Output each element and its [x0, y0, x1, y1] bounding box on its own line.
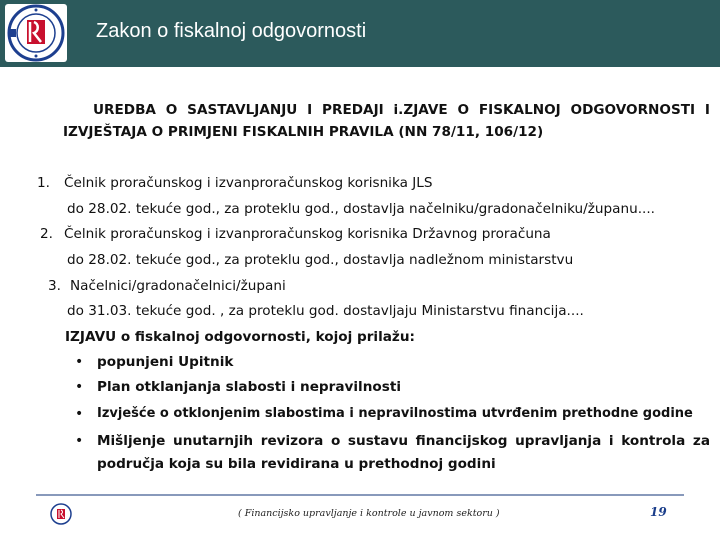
statement-line: IZJAVU o fiskalnoj odgovornosti, kojoj prilažu:	[65, 329, 415, 345]
item-text-1: Čelnik proračunskog i izvanproračunskog korisnika JLS	[64, 175, 433, 191]
item-text-2: Čelnik proračunskog i izvanproračunskog korisnika Državnog proračuna	[64, 226, 551, 242]
heading-line-1: UREDBA O SASTAVLJANJU I PREDAJI i.ZJAVE O FISKALNOJ ODGOVORNOSTI I	[93, 102, 710, 118]
bullet-item-4-continued: područja koja su bila revidirana u prethodnoj godini	[97, 456, 496, 472]
bullet-item-2: Plan otklanjanja slabosti i nepravilnosti	[97, 379, 401, 395]
page-title: Zakon o fiskalnoj odgovornosti	[96, 20, 367, 42]
footer-caption: ( Financijsko upravljanje i kontrole u javnom sektoru )	[238, 508, 500, 519]
bullet-dot: •	[75, 433, 84, 449]
item-number-3: 3.	[48, 278, 61, 294]
footer-divider	[36, 494, 684, 496]
item-text-3: Načelnici/gradonačelnici/župani	[70, 278, 286, 294]
heading-line-2: IZVJEŠTAJA O PRIMJENI FISKALNIH PRAVILA (NN 78/11, 106/12)	[63, 124, 544, 140]
bullet-dot: •	[75, 406, 84, 422]
page-number: 19	[650, 505, 667, 519]
item-detail-1: do 28.02. tekuće god., za proteklu god., dostavlja načelniku/gradonačelniku/županu....	[67, 201, 655, 217]
bullet-dot: •	[75, 354, 84, 370]
institution-emblem-icon	[50, 503, 72, 525]
bullet-item-1: popunjeni Upitnik	[97, 354, 234, 370]
bullet-dot: •	[75, 379, 84, 395]
item-detail-2: do 28.02. tekuće god., za proteklu god., dostavlja nadležnom ministarstvu	[67, 252, 574, 268]
item-detail-3: do 31.03. tekuće god. , za proteklu god. dostavljaju Ministarstvu financija....	[67, 303, 584, 319]
bullet-item-4: Mišljenje unutarnjih revizora o sustavu financijskog upravljanja i kontrola za	[97, 433, 710, 449]
bullet-item-3: Izvješće o otklonjenim slabostima i nepravilnostima utvrđenim prethodne godine	[97, 406, 693, 421]
item-number-1: 1.	[37, 175, 50, 191]
item-number-2: 2.	[40, 226, 53, 242]
